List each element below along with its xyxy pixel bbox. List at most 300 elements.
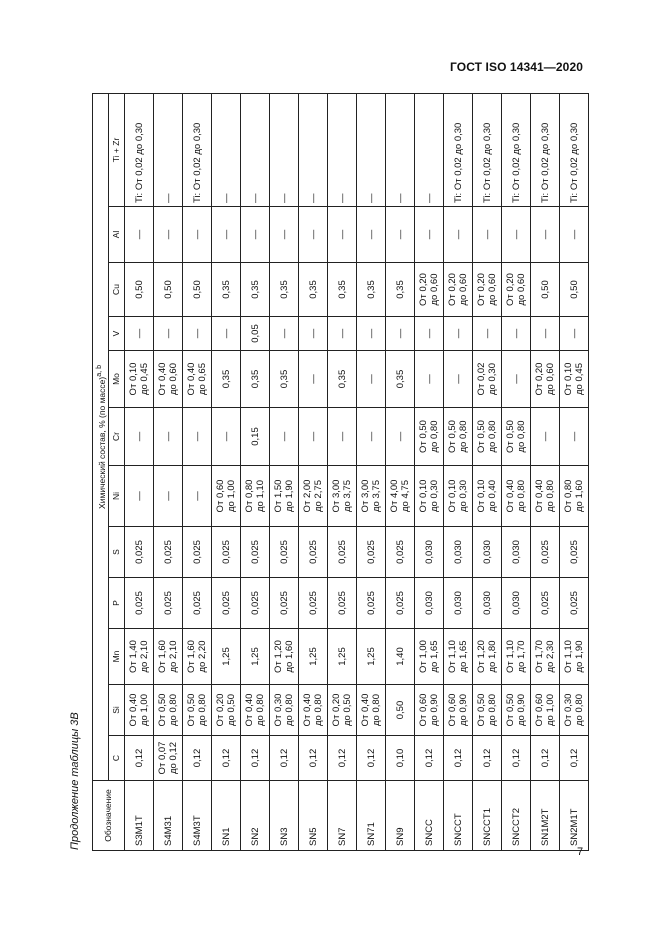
- designation-cell: SN5: [299, 781, 328, 851]
- value-cell: [125, 317, 154, 351]
- value-cell: [531, 408, 560, 466]
- cell-value: От 1,10 до 1,70: [505, 640, 527, 673]
- value-cell: [531, 263, 560, 317]
- cell-value: От 0,40 до 0,80: [534, 479, 556, 513]
- value-cell: [415, 263, 444, 317]
- value-cell: [328, 317, 357, 351]
- value-cell: [444, 629, 473, 685]
- value-cell: [299, 317, 328, 351]
- designation-cell: SN2: [241, 781, 270, 851]
- value-cell: [502, 93, 531, 206]
- value-cell: [183, 629, 212, 685]
- cell-value: 0,50: [394, 700, 406, 720]
- value-cell: [444, 317, 473, 351]
- value-cell: [415, 466, 444, 527]
- cell-value: От 0,80 до 1,10: [244, 479, 266, 513]
- cell-value: —: [307, 374, 319, 384]
- table-row: [299, 93, 328, 850]
- value-cell: [386, 685, 415, 736]
- cell-value: —: [278, 431, 290, 442]
- value-cell: [415, 578, 444, 629]
- value-cell: [154, 408, 183, 466]
- value-cell: [299, 685, 328, 736]
- value-cell: [560, 578, 589, 629]
- value-cell: [299, 408, 328, 466]
- table-row: [502, 93, 531, 850]
- value-cell: [502, 408, 531, 466]
- value-cell: [386, 578, 415, 629]
- designation-cell: SN1M2T: [531, 781, 560, 851]
- cell-value: От 0,50 до 0,80: [186, 693, 208, 727]
- value-cell: [473, 93, 502, 206]
- value-cell: [241, 351, 270, 408]
- value-cell: [357, 685, 386, 736]
- value-cell: [241, 466, 270, 527]
- cell-value: 0,12: [568, 748, 580, 768]
- value-cell: [183, 317, 212, 351]
- cell-value: 0,025: [336, 540, 348, 564]
- cell-value: 0,12: [249, 748, 261, 768]
- cell-value: 0,025: [568, 591, 580, 615]
- value-cell: [241, 685, 270, 736]
- cell-value: От 0,50 до 0,80: [157, 693, 179, 727]
- cell-value: —: [249, 229, 261, 240]
- cell-value: —: [133, 328, 145, 339]
- cell-value: —: [220, 193, 232, 203]
- cell-value: От 0,60 до 1,00: [215, 479, 237, 513]
- cell-value: —: [336, 431, 348, 442]
- value-cell: [415, 629, 444, 685]
- value-cell: [328, 466, 357, 527]
- cell-value: 0,35: [365, 280, 377, 299]
- cell-value: От 0,40 до 0,80: [505, 479, 527, 513]
- cell-value: 0,030: [481, 591, 493, 615]
- cell-value: 0,025: [220, 540, 232, 564]
- cell-value: От 1,60 до 2,10: [157, 640, 179, 673]
- cell-value: —: [278, 229, 290, 240]
- column-header: Mo: [109, 351, 125, 408]
- value-cell: [502, 629, 531, 685]
- value-cell: [270, 317, 299, 351]
- value-cell: [212, 93, 241, 206]
- value-cell: [415, 408, 444, 466]
- value-cell: [154, 351, 183, 408]
- column-header: V: [109, 317, 125, 351]
- cell-value: 0,025: [133, 540, 145, 564]
- value-cell: [357, 578, 386, 629]
- cell-value: 1,25: [220, 647, 232, 666]
- designation-cell: SNCCT1: [473, 781, 502, 851]
- cell-value: —: [394, 193, 406, 203]
- value-cell: [299, 629, 328, 685]
- cell-value: 0,35: [278, 369, 290, 389]
- cell-value: —: [365, 229, 377, 240]
- cell-value: —: [423, 193, 435, 203]
- cell-value: От 1,60 до 2,20: [186, 640, 208, 673]
- cell-value: 0,12: [133, 748, 145, 768]
- cell-value: 0,10: [394, 748, 406, 768]
- value-cell: [502, 736, 531, 781]
- cell-value: 0,025: [133, 591, 145, 615]
- value-cell: [299, 351, 328, 408]
- cell-value: —: [452, 328, 464, 339]
- cell-value: —: [539, 431, 551, 442]
- cell-value: От 4,00 до 4,75: [389, 479, 411, 513]
- cell-value: 0,025: [394, 591, 406, 615]
- cell-value: 0,35: [220, 280, 232, 299]
- value-cell: [270, 351, 299, 408]
- cell-value: —: [162, 431, 174, 442]
- value-cell: [183, 351, 212, 408]
- table-row: [386, 93, 415, 850]
- cell-value: 0,35: [336, 280, 348, 299]
- value-cell: [241, 263, 270, 317]
- value-cell: [357, 207, 386, 263]
- cell-value: 0,025: [394, 540, 406, 564]
- value-cell: [531, 685, 560, 736]
- value-cell: [154, 736, 183, 781]
- cell-value: 0,025: [365, 540, 377, 564]
- designation-header: Обозначение: [93, 781, 125, 851]
- cell-value: От 0,07 до 0,12: [157, 741, 179, 775]
- cell-value: 0,50: [162, 280, 174, 299]
- cell-value: 0,35: [307, 280, 319, 299]
- designation-cell: S4M31: [154, 781, 183, 851]
- table-row: [531, 93, 560, 850]
- column-header: Al: [109, 207, 125, 263]
- cell-value: —: [191, 431, 203, 442]
- value-cell: [560, 527, 589, 578]
- cell-value: От 0,80 до 1,60: [563, 479, 585, 513]
- cell-value: 1,40: [394, 647, 406, 666]
- value-cell: [502, 317, 531, 351]
- cell-value: —: [510, 229, 522, 240]
- value-cell: [386, 351, 415, 408]
- cell-value: От 0,60 до 0,90: [447, 693, 469, 727]
- cell-value: От 0,40 до 0,80: [302, 693, 324, 727]
- value-cell: [560, 317, 589, 351]
- designation-cell: SN1: [212, 781, 241, 851]
- cell-value: 0,12: [220, 748, 232, 768]
- cell-value: 0,025: [539, 591, 551, 615]
- cell-value: —: [365, 431, 377, 442]
- cell-value: —: [220, 431, 232, 442]
- value-cell: [560, 93, 589, 206]
- cell-value: —: [539, 328, 551, 339]
- cell-value: Ti: От 0,02 до 0,30: [539, 122, 551, 203]
- cell-value: От 0,10 до 0,30: [418, 479, 440, 513]
- cell-value: От 0,10 до 0,30: [447, 479, 469, 513]
- value-cell: [386, 207, 415, 263]
- value-cell: [531, 629, 560, 685]
- value-cell: [502, 351, 531, 408]
- value-cell: [270, 263, 299, 317]
- cell-value: —: [162, 229, 174, 240]
- cell-value: —: [191, 491, 203, 501]
- value-cell: [328, 685, 357, 736]
- value-cell: [357, 317, 386, 351]
- cell-value: От 0,20 до 0,50: [331, 693, 353, 727]
- designation-cell: SN3: [270, 781, 299, 851]
- value-cell: [125, 578, 154, 629]
- value-cell: [473, 629, 502, 685]
- value-cell: [183, 263, 212, 317]
- cell-value: 0,025: [278, 591, 290, 615]
- value-cell: [386, 263, 415, 317]
- cell-value: От 2,00 до 2,75: [302, 479, 324, 513]
- cell-value: 0,05: [249, 324, 261, 343]
- cell-value: 0,025: [249, 540, 261, 564]
- cell-value: —: [568, 328, 580, 339]
- rotated-table-area: [58, 93, 585, 852]
- value-cell: [299, 578, 328, 629]
- element-header-row: [109, 93, 125, 850]
- cell-value: 0,50: [191, 280, 203, 299]
- column-header: P: [109, 578, 125, 629]
- value-cell: [125, 263, 154, 317]
- cell-value: От 1,10 до 1,65: [447, 640, 469, 673]
- chemical-composition-header: [93, 93, 109, 780]
- designation-cell: SN71: [357, 781, 386, 851]
- cell-value: 0,025: [162, 540, 174, 564]
- cell-value: —: [336, 193, 348, 203]
- cell-value: 0,025: [307, 591, 319, 615]
- cell-value: 0,35: [278, 280, 290, 299]
- value-cell: [241, 93, 270, 206]
- table-row: [183, 93, 212, 850]
- cell-value: —: [307, 229, 319, 240]
- cell-value: Ti: От 0,02 до 0,30: [191, 122, 203, 203]
- cell-value: От 1,40 до 2,10: [128, 640, 150, 673]
- value-cell: [154, 207, 183, 263]
- cell-value: 0,12: [481, 748, 493, 768]
- value-cell: [125, 408, 154, 466]
- value-cell: [502, 527, 531, 578]
- cell-value: —: [510, 374, 522, 384]
- column-header: C: [109, 736, 125, 781]
- value-cell: [444, 93, 473, 206]
- cell-value: —: [394, 328, 406, 339]
- value-cell: [212, 317, 241, 351]
- cell-value: 0,030: [510, 591, 522, 615]
- cell-value: —: [568, 431, 580, 442]
- value-cell: [299, 736, 328, 781]
- value-cell: [328, 263, 357, 317]
- cell-value: 0,030: [423, 591, 435, 615]
- cell-value: 0,15: [249, 427, 261, 446]
- cell-value: 0,12: [191, 748, 203, 768]
- cell-value: От 1,20 до 1,60: [273, 640, 295, 673]
- cell-value: 0,030: [481, 540, 493, 564]
- cell-value: —: [162, 193, 174, 203]
- cell-value: От 0,60 до 0,90: [418, 693, 440, 727]
- cell-value: От 0,20 до 0,60: [505, 273, 527, 306]
- value-cell: [386, 466, 415, 527]
- value-cell: [212, 207, 241, 263]
- value-cell: [560, 736, 589, 781]
- value-cell: [212, 578, 241, 629]
- table-row: [444, 93, 473, 850]
- value-cell: [444, 578, 473, 629]
- value-cell: [328, 351, 357, 408]
- value-cell: [473, 263, 502, 317]
- value-cell: [154, 578, 183, 629]
- value-cell: [125, 93, 154, 206]
- cell-value: —: [481, 229, 493, 240]
- cell-value: Ti: От 0,02 до 0,30: [568, 122, 580, 203]
- table-caption: Продолжение таблицы 3В: [69, 712, 81, 850]
- cell-value: 0,025: [365, 591, 377, 615]
- table-row: [125, 93, 154, 850]
- cell-value: 0,50: [133, 280, 145, 299]
- value-cell: [386, 93, 415, 206]
- value-cell: [415, 207, 444, 263]
- cell-value: 0,025: [191, 540, 203, 564]
- chemical-header-footnote: a, b: [94, 364, 103, 377]
- cell-value: Ti: От 0,02 до 0,30: [133, 122, 145, 203]
- value-cell: [560, 207, 589, 263]
- value-cell: [154, 685, 183, 736]
- cell-value: 0,50: [539, 280, 551, 299]
- cell-value: 0,030: [510, 540, 522, 564]
- value-cell: [241, 207, 270, 263]
- value-cell: [154, 527, 183, 578]
- cell-value: —: [220, 229, 232, 240]
- value-cell: [386, 527, 415, 578]
- value-cell: [270, 408, 299, 466]
- value-cell: [531, 466, 560, 527]
- column-header: Ti + Zr: [109, 93, 125, 206]
- value-cell: [444, 263, 473, 317]
- table-body: [125, 93, 589, 850]
- value-cell: [502, 263, 531, 317]
- cell-value: —: [423, 229, 435, 240]
- value-cell: [357, 629, 386, 685]
- value-cell: [531, 578, 560, 629]
- value-cell: [415, 93, 444, 206]
- value-cell: [212, 736, 241, 781]
- value-cell: [328, 629, 357, 685]
- value-cell: [357, 466, 386, 527]
- value-cell: [502, 578, 531, 629]
- cell-value: 0,12: [336, 748, 348, 768]
- value-cell: [531, 527, 560, 578]
- value-cell: [531, 351, 560, 408]
- column-header: Ni: [109, 466, 125, 527]
- cell-value: От 0,20 до 0,60: [418, 273, 440, 306]
- value-cell: [183, 93, 212, 206]
- cell-value: От 0,10 до 0,40: [476, 479, 498, 513]
- cell-value: 1,25: [365, 647, 377, 666]
- cell-value: 0,025: [220, 591, 232, 615]
- cell-value: —: [162, 328, 174, 339]
- cell-value: 0,030: [423, 540, 435, 564]
- cell-value: —: [423, 374, 435, 384]
- value-cell: [241, 736, 270, 781]
- value-cell: [473, 685, 502, 736]
- cell-value: —: [191, 229, 203, 240]
- value-cell: [502, 207, 531, 263]
- value-cell: [270, 736, 299, 781]
- cell-value: От 0,50 до 0,80: [505, 420, 527, 453]
- cell-value: От 0,20 до 0,60: [447, 273, 469, 306]
- value-cell: [444, 351, 473, 408]
- cell-value: 0,35: [394, 280, 406, 299]
- value-cell: [212, 629, 241, 685]
- cell-value: От 0,40 до 0,80: [360, 693, 382, 727]
- value-cell: [241, 408, 270, 466]
- cell-value: 0,025: [307, 540, 319, 564]
- cell-value: 1,25: [249, 647, 261, 666]
- value-cell: [386, 736, 415, 781]
- cell-value: От 0,20 до 0,60: [476, 273, 498, 306]
- cell-value: От 1,50 до 1,90: [273, 479, 295, 513]
- value-cell: [473, 207, 502, 263]
- value-cell: [357, 263, 386, 317]
- value-cell: [328, 736, 357, 781]
- cell-value: Ti: От 0,02 до 0,30: [452, 122, 464, 203]
- value-cell: [560, 685, 589, 736]
- value-cell: [212, 351, 241, 408]
- table-row: [154, 93, 183, 850]
- document-code: ГОСТ ISO 14341—2020: [450, 60, 583, 74]
- designation-cell: SNCCT2: [502, 781, 531, 851]
- cell-value: От 1,10 до 1,90: [563, 640, 585, 673]
- value-cell: [531, 317, 560, 351]
- column-header: Cu: [109, 263, 125, 317]
- cell-value: —: [133, 491, 145, 501]
- value-cell: [560, 263, 589, 317]
- value-cell: [183, 736, 212, 781]
- cell-value: От 0,30 до 0,80: [273, 693, 295, 727]
- cell-value: —: [365, 328, 377, 339]
- value-cell: [299, 93, 328, 206]
- designation-cell: SN7: [328, 781, 357, 851]
- value-cell: [357, 527, 386, 578]
- value-cell: [444, 685, 473, 736]
- cell-value: От 0,50 до 0,90: [505, 693, 527, 727]
- value-cell: [125, 736, 154, 781]
- cell-value: От 0,30 до 0,80: [563, 693, 585, 727]
- cell-value: От 1,20 до 1,80: [476, 640, 498, 673]
- cell-value: 0,12: [278, 748, 290, 768]
- value-cell: [212, 685, 241, 736]
- cell-value: 0,025: [278, 540, 290, 564]
- value-cell: [357, 736, 386, 781]
- value-cell: [270, 527, 299, 578]
- cell-value: 0,025: [336, 591, 348, 615]
- value-cell: [415, 527, 444, 578]
- value-cell: [560, 466, 589, 527]
- cell-value: 0,025: [191, 591, 203, 615]
- designation-cell: SN2M1T: [560, 781, 589, 851]
- table-row: [473, 93, 502, 850]
- value-cell: [473, 351, 502, 408]
- designation-cell: SNCCT: [444, 781, 473, 851]
- value-cell: [125, 207, 154, 263]
- cell-value: Ti: От 0,02 до 0,30: [481, 122, 493, 203]
- value-cell: [154, 466, 183, 527]
- value-cell: [125, 351, 154, 408]
- cell-value: От 0,02 до 0,30: [476, 362, 498, 396]
- page-number: 7: [577, 846, 584, 858]
- cell-value: От 3,00 до 3,75: [331, 479, 353, 513]
- table-row: [270, 93, 299, 850]
- value-cell: [328, 408, 357, 466]
- value-cell: [473, 527, 502, 578]
- cell-value: От 0,40 до 0,60: [157, 362, 179, 396]
- cell-value: —: [249, 193, 261, 203]
